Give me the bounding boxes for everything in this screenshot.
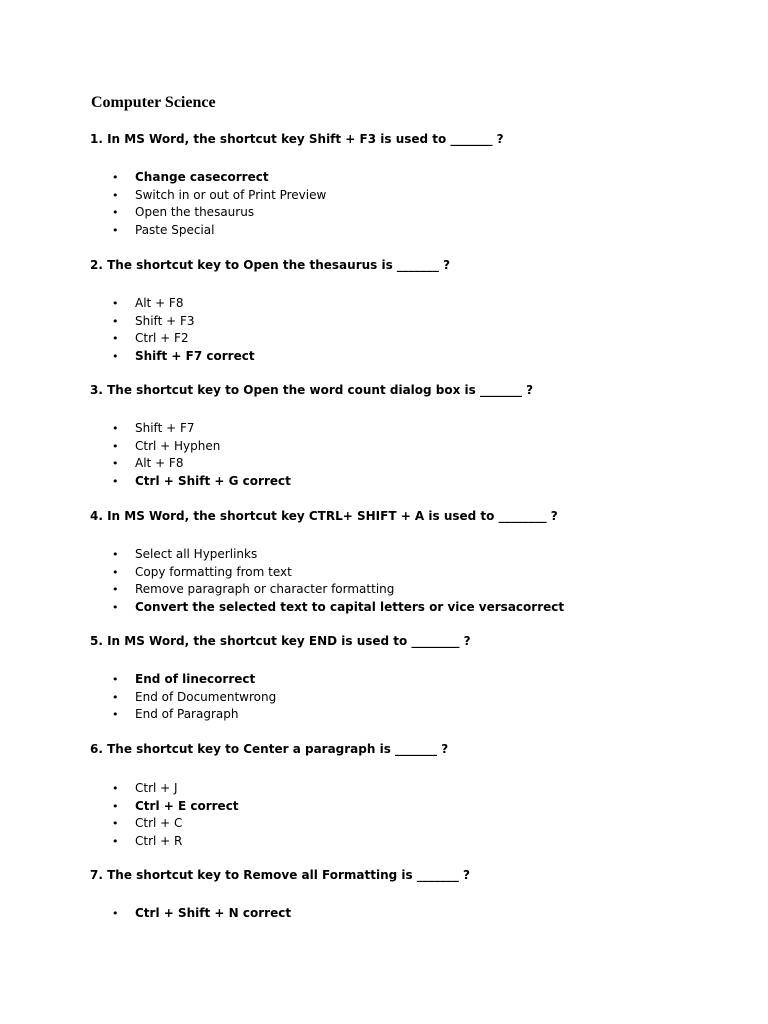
- answer-option-text: Shift + F7: [135, 421, 195, 435]
- answer-option-text: Alt + F8: [135, 296, 184, 310]
- bullet-icon: •: [112, 457, 119, 470]
- answer-option-text: Paste Special: [135, 222, 215, 237]
- answer-option-text: Ctrl + E correct: [135, 798, 239, 813]
- bullet-icon: •: [112, 188, 119, 202]
- question-5: 5. In MS Word, the shortcut key END is used to ________ ?: [90, 634, 471, 648]
- question-1: 1. In MS Word, the shortcut key Shift + F3 is used to _______ ?: [90, 132, 504, 146]
- question-4: 4. In MS Word, the shortcut key CTRL+ SHIFT + A is used to ________ ?: [90, 509, 558, 523]
- answer-option-text: Ctrl + Hyphen: [135, 438, 221, 453]
- bullet-icon: •: [112, 834, 119, 848]
- bullet-icon: •: [112, 171, 119, 184]
- bullet-icon: •: [112, 600, 119, 614]
- question-7: 7. The shortcut key to Remove all Formatting is _______ ?: [90, 868, 470, 882]
- bullet-icon: •: [112, 583, 119, 596]
- bullet-icon: •: [112, 907, 119, 920]
- answer-option-text: Shift + F7 correct: [135, 348, 255, 363]
- answer-option-text: Ctrl + Shift + N correct: [135, 906, 292, 920]
- answer-option-text: Switch in or out of Print Preview: [135, 187, 327, 202]
- bullet-icon: •: [112, 565, 119, 579]
- answer-option-text: End of Paragraph: [135, 707, 239, 721]
- answer-option-text: Copy formatting from text: [135, 564, 292, 579]
- bullet-icon: •: [112, 297, 119, 310]
- bullet-icon: •: [112, 439, 119, 453]
- bullet-icon: •: [112, 690, 119, 704]
- answer-option-text: Convert the selected text to capital letters or vice versacorrect: [135, 599, 565, 614]
- bullet-icon: •: [112, 548, 119, 561]
- answer-option-text: Change casecorrect: [135, 170, 269, 184]
- answer-option-text: End of linecorrect: [135, 672, 256, 686]
- answer-option-text: Alt + F8: [135, 456, 184, 470]
- bullet-icon: •: [112, 206, 119, 219]
- bullet-icon: •: [112, 799, 119, 813]
- answer-option-text: Select all Hyperlinks: [135, 547, 258, 561]
- answer-option-text: Ctrl + Shift + G correct: [135, 473, 291, 488]
- bullet-icon: •: [112, 332, 119, 345]
- answer-option-text: Shift + F3: [135, 313, 195, 328]
- bullet-icon: •: [112, 782, 119, 795]
- answer-option-text: Ctrl + C: [135, 816, 183, 830]
- bullet-icon: •: [112, 474, 119, 488]
- question-2: 2. The shortcut key to Open the thesaurus is _______ ?: [90, 258, 451, 272]
- bullet-icon: •: [112, 223, 119, 237]
- answer-option-text: Ctrl + F2: [135, 331, 189, 345]
- question-6: 6. The shortcut key to Center a paragraph is _______ ?: [90, 742, 449, 756]
- answer-option-text: Remove paragraph or character formatting: [135, 582, 395, 596]
- page-title: Computer Science: [91, 94, 216, 111]
- answer-option-text: Ctrl + J: [135, 781, 178, 795]
- bullet-icon: •: [112, 673, 119, 686]
- bullet-icon: •: [112, 817, 119, 830]
- bullet-icon: •: [112, 422, 119, 435]
- answer-option-text: Open the thesaurus: [135, 205, 255, 219]
- bullet-icon: •: [112, 314, 119, 328]
- bullet-icon: •: [112, 708, 119, 721]
- answer-option-text: End of Documentwrong: [135, 689, 277, 704]
- answer-option-text: Ctrl + R: [135, 833, 183, 848]
- bullet-icon: •: [112, 349, 119, 363]
- question-3: 3. The shortcut key to Open the word count dialog box is _______ ?: [90, 383, 534, 397]
